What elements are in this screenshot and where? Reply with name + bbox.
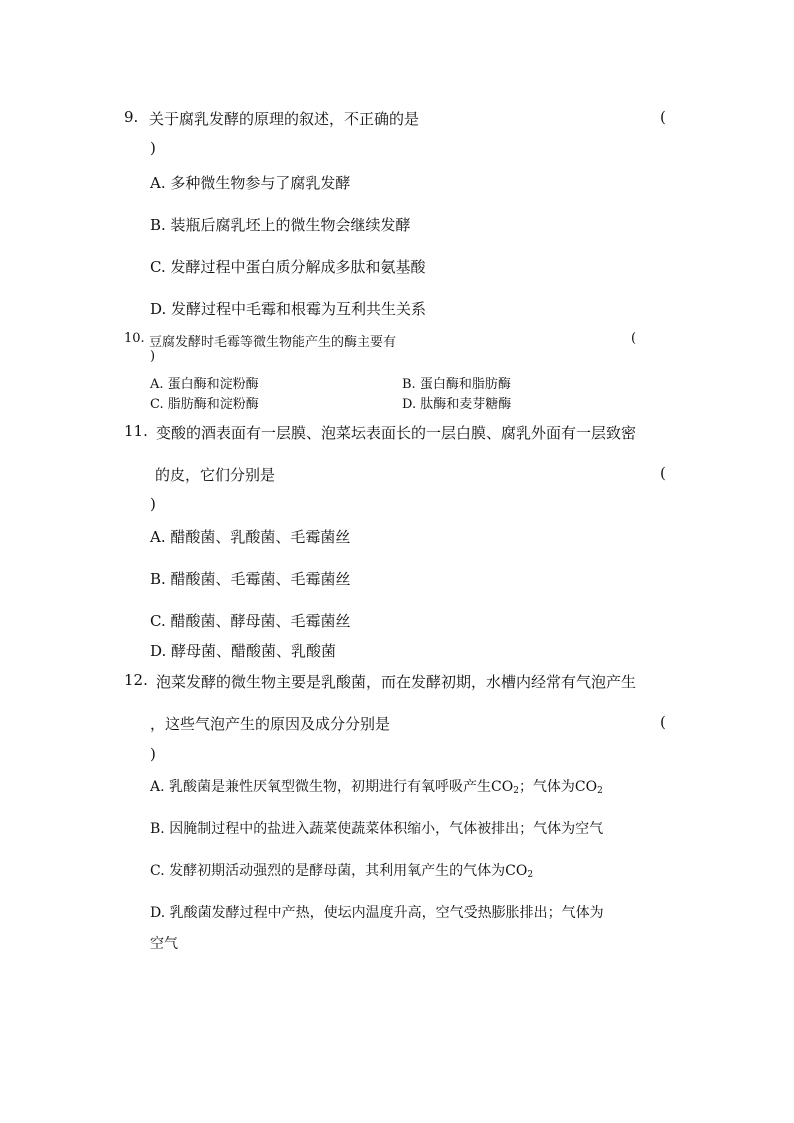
q9-option-a: A. 多种微生物参与了腐乳发酵 <box>150 174 351 192</box>
q12-option-b: B. 因腌制过程中的盐进入蔬菜使蔬菜体积缩小，气体被排出；气体为空气 <box>150 821 604 837</box>
q12-paren-close: ) <box>150 745 156 763</box>
q10-paren-open: ( <box>631 331 637 346</box>
q9-number: 9. <box>124 108 139 126</box>
q9-paren-open: ( <box>660 108 666 126</box>
q11-paren-open: ( <box>660 464 666 482</box>
q10-option-b: B. 蛋白酶和脂肪酶 <box>402 377 511 392</box>
q12-stem-line1: 泡菜发酵的微生物主要是乳酸菌，而在发酵初期，水槽内经常有气泡产生 <box>156 673 637 691</box>
q10-paren-close: ) <box>150 349 156 364</box>
q10-stem: 豆腐发酵时毛霉等微生物能产生的酶主要有 <box>149 335 397 350</box>
q9-option-d: D. 发酵过程中毛霉和根霉为互利共生关系 <box>150 300 427 318</box>
q11-option-d: D. 酵母菌、醋酸菌、乳酸菌 <box>150 642 337 660</box>
q9-paren-close: ) <box>150 139 156 157</box>
q11-option-c: C. 醋酸菌、酵母菌、毛霉菌丝 <box>150 612 351 630</box>
q12-paren-open: ( <box>660 713 666 731</box>
q12-option-c: C. 发酵初期活动强烈的是酵母菌，其利用氧产生的气体为$CO_2$ <box>150 863 534 880</box>
q12-option-d-line1: D. 乳酸菌发酵过程中产热，使坛内温度升高，空气受热膨胀排出；气体为 <box>150 905 604 921</box>
q10-option-a: A. 蛋白酶和淀粉酶 <box>150 377 259 392</box>
q10-number: 10. <box>124 331 145 346</box>
q12-number: 12. <box>124 671 148 689</box>
q12-option-a: A. 乳酸菌是兼性厌氧型微生物，初期进行有氧呼吸产生$CO_2$；气体为$CO_2$ <box>150 779 603 796</box>
q11-stem-line2: 的皮，它们分别是 <box>155 466 276 484</box>
q9-option-b: B. 装瓶后腐乳坯上的微生物会继续发酵 <box>150 216 411 234</box>
q11-paren-close: ) <box>150 495 156 513</box>
q11-option-b: B. 醋酸菌、毛霉菌、毛霉菌丝 <box>150 570 351 588</box>
q9-option-c: C. 发酵过程中蛋白质分解成多肽和氨基酸 <box>150 258 426 276</box>
q9-stem: 关于腐乳发酵的原理的叙述，不正确的是 <box>149 110 420 128</box>
q12-option-d-line2: 空气 <box>150 936 178 952</box>
q11-number: 11. <box>124 422 148 440</box>
q10-option-c: C. 脂肪酶和淀粉酶 <box>150 397 259 412</box>
q11-stem-line1: 变酸的酒表面有一层膜、泡菜坛表面长的一层白膜、腐乳外面有一层致密 <box>156 424 637 442</box>
q10-option-d: D. 肽酶和麦芽糖酶 <box>402 397 512 412</box>
q12-stem-line2: ，这些气泡产生的原因及成分分别是 <box>150 715 391 733</box>
q11-option-a: A. 醋酸菌、乳酸菌、毛霉菌丝 <box>150 528 351 546</box>
